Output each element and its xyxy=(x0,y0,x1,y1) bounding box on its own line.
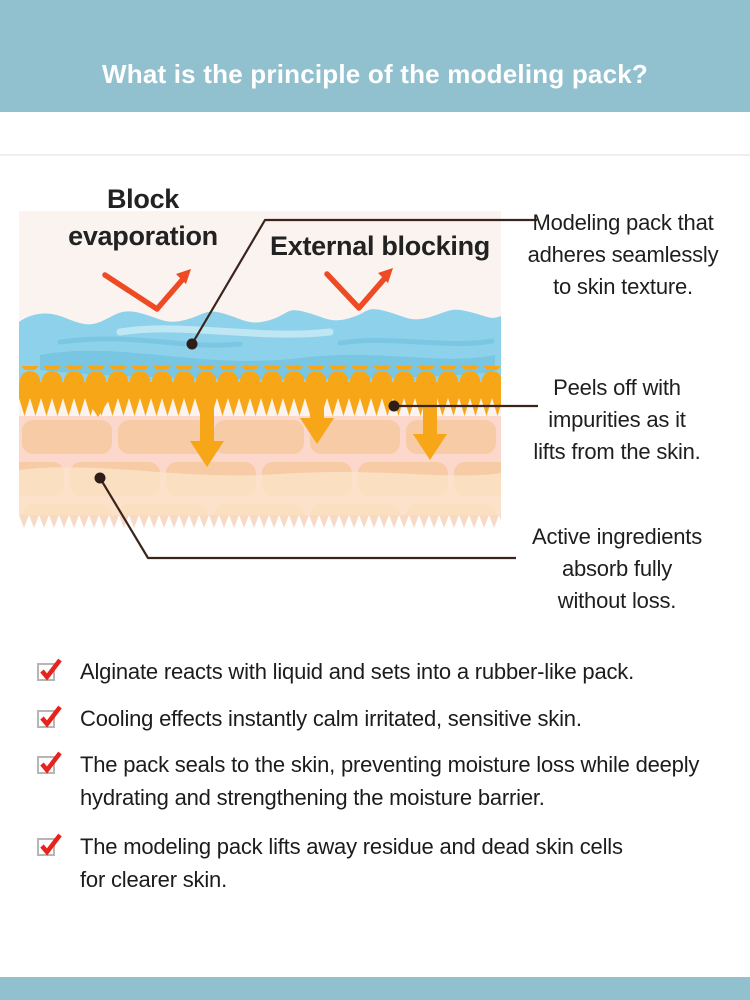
list-item xyxy=(36,830,628,896)
panel-bottom-zigzag xyxy=(19,515,501,528)
annotation-adheres xyxy=(503,207,743,303)
page-title: What is the principle of the modeling pack? xyxy=(102,59,648,89)
annotation-line: adheres seamlessly xyxy=(527,242,719,267)
callout-dot xyxy=(95,473,106,484)
annotation-line: Active ingredients xyxy=(531,524,703,549)
list-item xyxy=(36,655,634,688)
list-item xyxy=(36,748,720,814)
red-check-icon xyxy=(36,750,64,776)
annotation-line: without loss. xyxy=(557,588,677,613)
skin-layer-diagram xyxy=(0,170,750,640)
list-item-text: The modeling pack lifts away residue and dead skin cells for clearer skin. xyxy=(80,834,623,892)
header-band xyxy=(0,0,750,112)
list-item-text: The pack seals to the skin, preventing moisture loss while deeply hydrating and strengthening the moisture barrier. xyxy=(80,752,700,810)
annotation-line: absorb fully xyxy=(561,556,673,581)
annotation-line: impurities as it xyxy=(548,407,686,432)
footer-band xyxy=(0,977,750,1000)
red-check-icon xyxy=(36,704,64,730)
red-check-icon xyxy=(36,832,64,858)
annotation-line: Modeling pack that xyxy=(532,210,714,235)
list-item-text: Cooling effects instantly calm irritated, sensitive skin. xyxy=(80,706,582,731)
list-item-text: Alginate reacts with liquid and sets into a rubber-like pack. xyxy=(80,659,634,684)
annotation-line: lifts from the skin. xyxy=(533,439,701,464)
annotation-line: to skin texture. xyxy=(553,274,693,299)
callout-dot xyxy=(389,401,400,412)
label-line: Block xyxy=(106,184,180,214)
label-external-blocking: External blocking xyxy=(270,231,490,261)
callout-dot xyxy=(187,339,198,350)
red-check-icon xyxy=(36,657,64,683)
annotation-active-ingredients xyxy=(497,521,737,617)
annotation-line: Peels off with xyxy=(553,375,681,400)
annotation-peels-off xyxy=(497,372,737,468)
list-item xyxy=(36,702,582,735)
label-block-evaporation xyxy=(18,181,268,255)
label-line: evaporation xyxy=(68,221,218,251)
section-divider xyxy=(0,154,750,156)
